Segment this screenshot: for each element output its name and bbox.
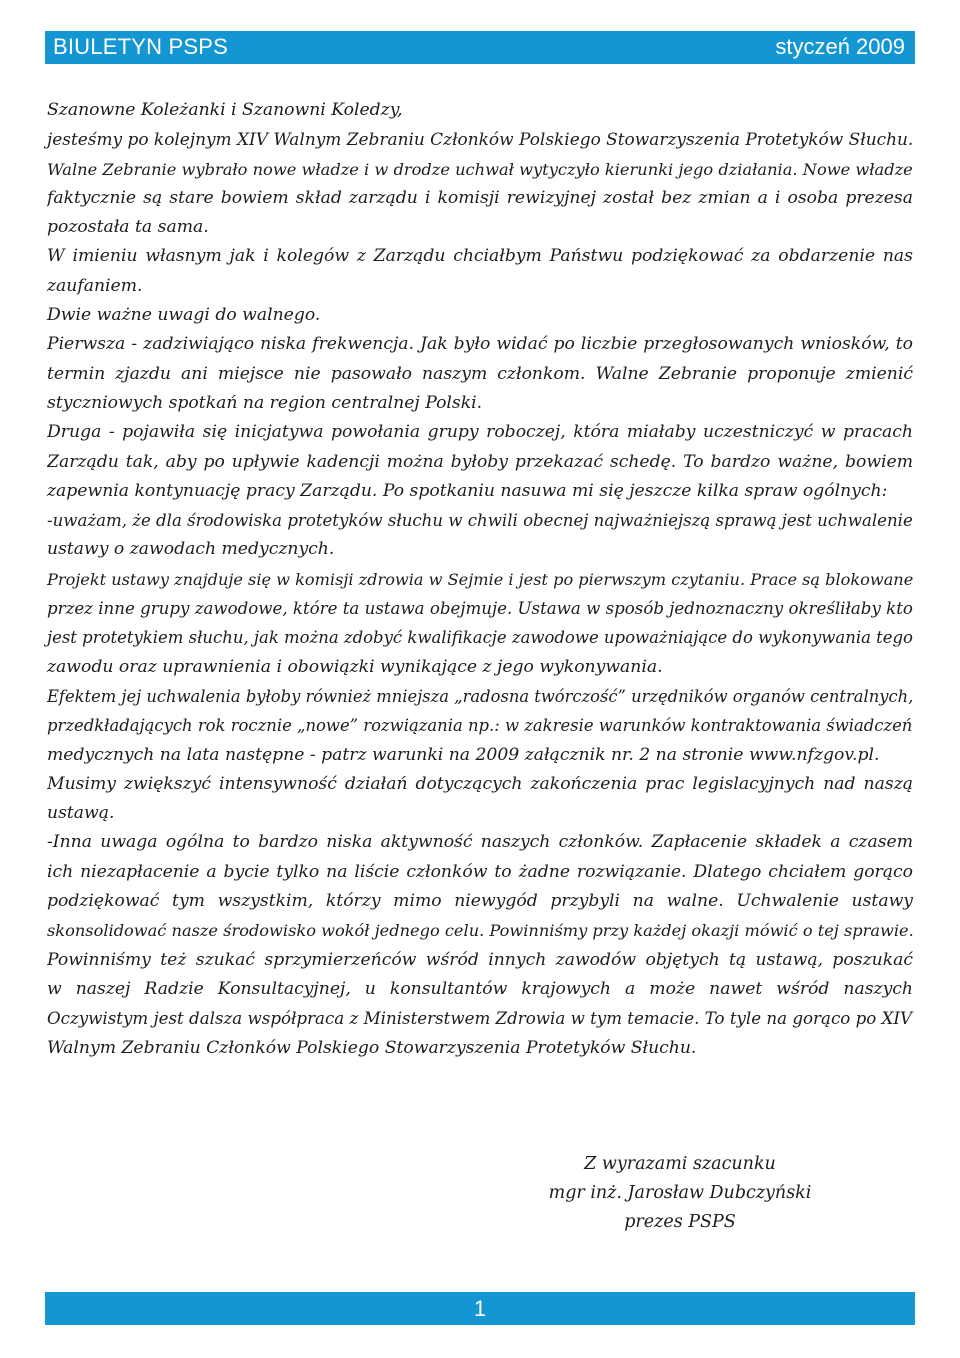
letter-line: W imieniu własnym jak i kolegów z Zarządu chciałbym Państwu podziękować za obdarzenie nas	[47, 246, 913, 267]
letter-line: zawodu oraz uprawnienia i obowiązki wynikające z jego wykonywania.	[47, 656, 663, 677]
signature-block	[520, 1150, 840, 1237]
letter-line: Druga - pojawiła się inicjatywa powołania grupy roboczej, która miałaby uczestniczyć w pracach	[47, 422, 913, 443]
letter-line: -uważam, że dla środowiska protetyków słuchu w chwili obecnej najważniejszą sprawą jest uchwalenie	[47, 511, 913, 531]
letter-line: Walnym Zebraniu Członków Polskiego Stowarzyszenia Protetyków Słuchu.	[47, 1037, 697, 1058]
letter-line: skonsolidować nasze środowisko wokół jednego celu. Powinniśmy przy każdej okazji mówić o tej sprawie.	[47, 921, 914, 941]
letter-line: jest protetykiem słuchu, jak można zdobyć kwalifikacje zawodowe upoważniające do wykonywania tego	[47, 628, 913, 648]
letter-line: medycznych na lata następne - patrz warunki na 2009 załącznik nr. 2 na stronie www.nfzgov.pl.	[47, 744, 880, 765]
letter-line: -Inna uwaga ogólna to bardzo niska aktywność naszych członków. Zapłacenie składek a czasem	[47, 832, 913, 853]
header-bar	[45, 31, 915, 64]
signature-closing: Z wyrazami szacunku	[584, 1154, 776, 1174]
newsletter-title: BIULETYN PSPS	[53, 34, 228, 59]
letter-line: przez inne grupy zawodowe, które ta ustawa obejmuje. Ustawa w sposób jednoznaczny określiłaby kto	[47, 599, 913, 619]
letter-line: Efektem jej uchwalenia byłoby również mniejsza „radosna twórczość” urzędników organów centralnych,	[47, 686, 914, 706]
page-number: 1	[473, 1296, 487, 1321]
letter-line: zaufaniem.	[47, 275, 143, 296]
letter-line: Dwie ważne uwagi do walnego.	[47, 305, 321, 326]
issue-date: styczeń 2009	[775, 34, 905, 59]
letter-body	[47, 96, 913, 1063]
letter-line: Pierwsza - zadziwiająco niska frekwencja. Jak było widać po liczbie przegłosowanych wniosków, to	[47, 334, 913, 355]
letter-line: Powinniśmy też szukać sprzymierzeńców wśród innych zawodów objętych tą ustawą, poszukać	[47, 949, 913, 970]
letter-line: zapewnia kontynuację pracy Zarządu. Po spotkaniu nasuwa mi się jeszcze kilka spraw ogólnych:	[47, 480, 888, 501]
letter-line: Oczywistym jest dalsza współpraca z Ministerstwem Zdrowia w tym temacie. To tyle na gorąco po XIV	[47, 1009, 913, 1029]
letter-line: Musimy zwiększyć intensywność działań dotyczących zakończenia prac legislacyjnych nad naszą	[47, 773, 913, 794]
letter-line: ich niezapłacenie a bycie tylko na liście członków to żadne rozwiązanie. Dlatego chciałem gorąco	[47, 861, 913, 882]
letter-line: przedkładających rok rocznie „nowe” rozwiązania np.: w zakresie warunków kontraktowania świadczeń	[47, 716, 913, 736]
letter-line: Szanowne Koleżanki i Szanowni Koledzy,	[47, 100, 403, 120]
letter-line: termin zjazdu ani miejsce nie pasowało naszym członkom. Walne Zebranie proponuje zmienić	[47, 363, 913, 384]
signature-role: prezes PSPS	[624, 1212, 736, 1232]
letter-line: pozostała ta sama.	[47, 217, 209, 238]
letter-line: podziękować tym wszystkim, którzy mimo niewygód przybyli na walne. Uchwalenie ustawy	[47, 891, 913, 912]
letter-line: faktycznie są stare bowiem skład zarządu i komisji rewizyjnej został bez zmian a i osoba prezesa	[47, 187, 913, 208]
letter-line: Projekt ustawy znajduje się w komisji zdrowia w Sejmie i jest po pierwszym czytaniu. Prace są blokowane	[47, 569, 914, 589]
letter-line: styczniowych spotkań na region centralnej Polski.	[47, 392, 483, 413]
letter-line: Zarządu tak, aby po upływie kadencji można byłoby przekazać schedę. To bardzo ważne, bowiem	[47, 451, 913, 472]
footer-bar	[45, 1292, 915, 1325]
letter-line: ustawy o zawodach medycznych.	[47, 539, 335, 560]
letter-line: jesteśmy po kolejnym XIV Walnym Zebraniu Członków Polskiego Stowarzyszenia Protetyków Słuchu.	[47, 129, 914, 150]
letter-line: ustawą.	[47, 803, 115, 824]
signature-name: mgr inż. Jarosław Dubczyński	[548, 1183, 812, 1203]
letter-line: w naszej Radzie Konsultacyjnej, u konsultantów krajowych a może nawet wśród naszych	[47, 978, 913, 999]
letter-line: Walne Zebranie wybrało nowe władze i w drodze uchwał wytyczyło kierunki jego działania. Nowe władze	[47, 159, 913, 179]
